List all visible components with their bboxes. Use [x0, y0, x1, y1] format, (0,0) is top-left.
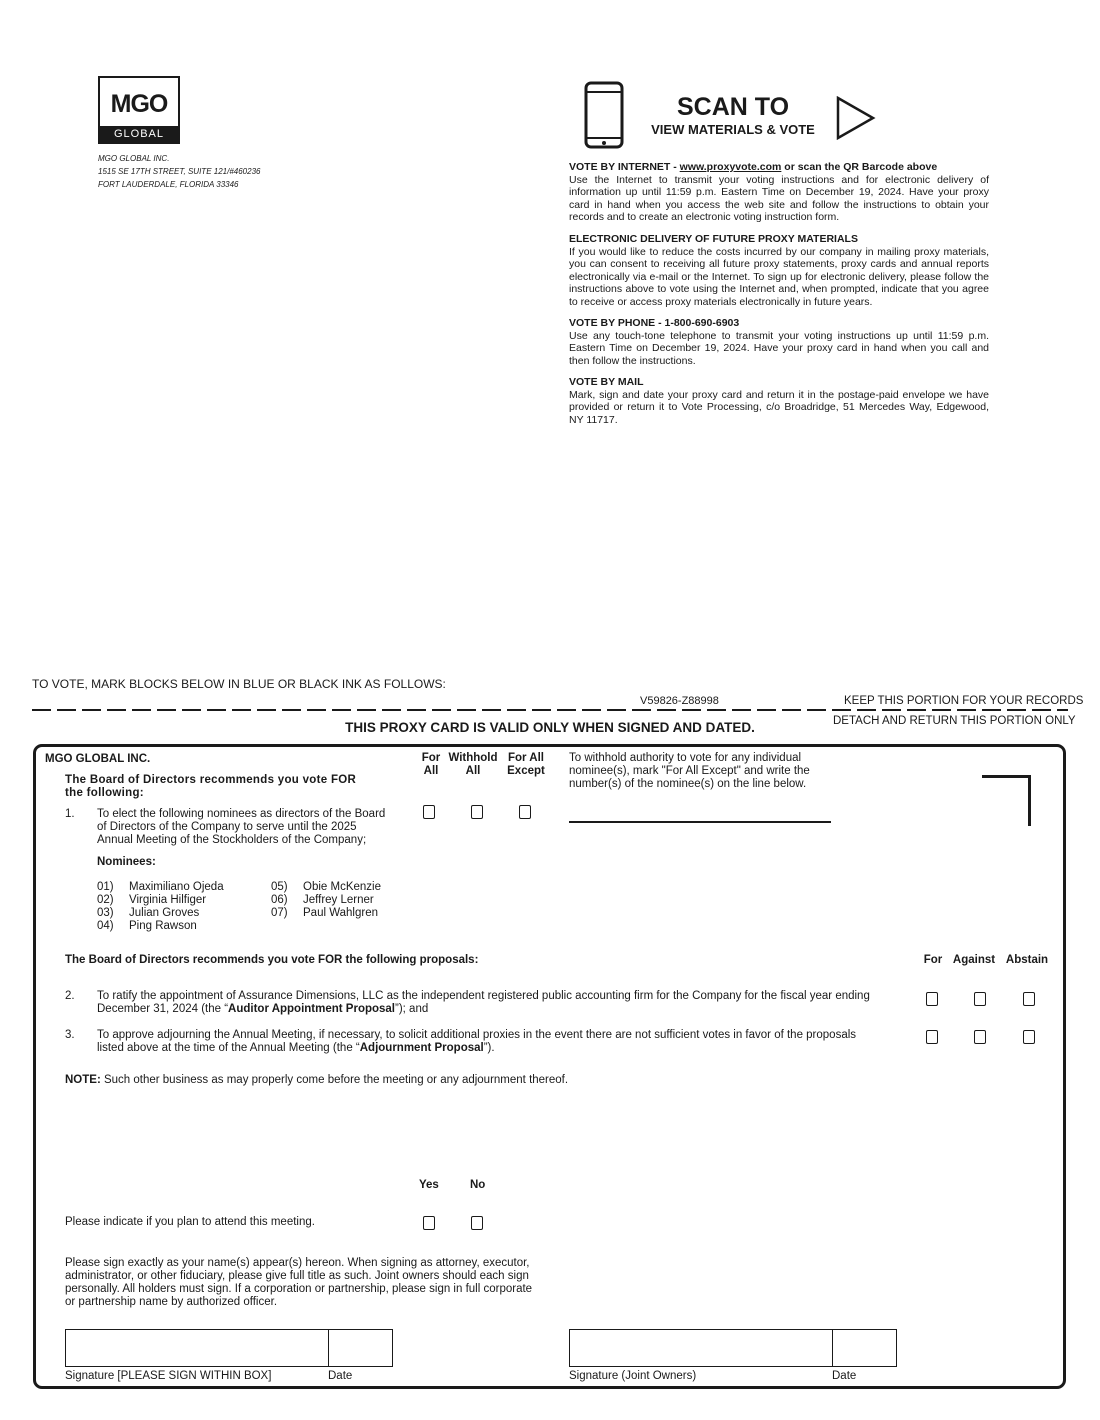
col-for-all-except: For All Except	[507, 752, 545, 777]
item1-text: To elect the following nominees as directors of the Board of Directors of the Company to serve until the 2025 Annual Meeting of the Stockholders of the Company;	[97, 808, 386, 846]
company-street: 1515 SE 17TH STREET, SUITE 121/#460236	[98, 167, 261, 176]
date-label: Date	[328, 1370, 353, 1382]
signature-label: Signature [PLEASE SIGN WITHIN BOX]	[65, 1370, 272, 1382]
company-logo	[98, 76, 180, 144]
list-item: 02) Virginia Hilfiger	[97, 894, 207, 906]
col-for: For	[923, 954, 943, 966]
proposals-header: The Board of Directors recommends you vote FOR the following proposals:	[65, 954, 479, 966]
signing-instructions: Please sign exactly as your name(s) appear(s) hereon. When signing as attorney, executor, administrator, or other fiduciary, please give full title as such. Joint owners should each sign personally. All holders must sign. If a corporation or partnership, please sign in full corporate or partnership name by authorized officer.	[65, 1257, 533, 1308]
attend-yes-checkbox[interactable]	[423, 1216, 435, 1230]
item1-number: 1.	[65, 808, 75, 820]
item2-text: To ratify the appointment of Assurance Dimensions, LLC as the independent registered public accounting firm for the Company for the fiscal year ending December 31, 2024 (the “Auditor Appointment Proposal”); and	[97, 990, 870, 1015]
item3-text: To approve adjourning the Annual Meeting, if necessary, to solicit additional proxies in the event there are not sufficient votes in favor of the proposals listed above at the time of the Annual Meeting (the “Adjournment Proposal”).	[97, 1029, 857, 1054]
note: NOTE: Such other business as may properly come before the meeting or any adjournment thereof.	[65, 1074, 569, 1086]
logo-subtext: GLOBAL	[100, 126, 178, 142]
joint-date-label: Date	[832, 1370, 857, 1382]
logo-text: MGO	[110, 90, 168, 118]
company-city: FORT LAUDERDALE, FLORIDA 33346	[98, 180, 239, 189]
attend-meeting-text: Please indicate if you plan to attend this meeting.	[65, 1216, 315, 1228]
nominee-list-right	[271, 881, 381, 920]
smartphone-icon	[584, 81, 624, 149]
col-yes: Yes	[419, 1179, 439, 1191]
vote-mail-section	[569, 376, 989, 426]
item2-for-checkbox[interactable]	[926, 992, 938, 1006]
vote-internet-section	[569, 161, 989, 224]
detach-dashed-line	[32, 709, 1068, 711]
nominee-exception-line[interactable]	[569, 821, 831, 823]
item2-against-checkbox[interactable]	[974, 992, 986, 1006]
vote-phone-body: Use any touch-tone telephone to transmit your voting instructions up until 11:59 p.m. Eastern Time on December 19, 2024. Have your proxy card in hand when you call and then follow the instructions.	[569, 329, 989, 367]
nominee-list-left	[97, 881, 224, 933]
col-abstain: Abstain	[1005, 954, 1049, 966]
proxyvote-link[interactable]: www.proxyvote.com	[679, 161, 782, 173]
vote-phone-section	[569, 317, 989, 367]
arrow-right-icon	[836, 96, 876, 140]
item2-abstain-checkbox[interactable]	[1023, 992, 1035, 1006]
board-recommendation: The Board of Directors recommends you vote FOR the following:	[65, 774, 357, 799]
joint-signature-label: Signature (Joint Owners)	[569, 1370, 697, 1382]
detach-portion-label: DETACH AND RETURN THIS PORTION ONLY	[833, 715, 1076, 727]
joint-signature-box[interactable]	[569, 1329, 833, 1367]
vote-internet-heading: VOTE BY INTERNET - www.proxyvote.com or scan the QR Barcode above	[569, 161, 938, 173]
item3-number: 3.	[65, 1029, 75, 1041]
list-item: 04) Ping Rawson	[97, 920, 197, 932]
company-address	[98, 152, 260, 191]
list-item: 07) Paul Wahlgren	[271, 907, 379, 919]
signature-box[interactable]	[65, 1329, 329, 1367]
vote-internet-body: Use the Internet to transmit your voting instructions and for electronic delivery of information up until 11:59 p.m. Eastern Time on December 19, 2024. Have your proxy card in hand when you access the web site and follow the instructions to obtain your records and to create an electronic voting instruction form.	[569, 173, 989, 223]
vote-mail-heading: VOTE BY MAIL	[569, 376, 644, 388]
item3-for-checkbox[interactable]	[926, 1030, 938, 1044]
col-no: No	[470, 1179, 486, 1191]
date-box[interactable]	[328, 1329, 393, 1367]
item1-for-all-except-checkbox[interactable]	[519, 805, 531, 819]
item2-number: 2.	[65, 990, 75, 1002]
list-item: 05) Obie McKenzie	[271, 881, 381, 893]
edelivery-heading: ELECTRONIC DELIVERY OF FUTURE PROXY MATERIALS	[569, 233, 858, 245]
scan-title: SCAN TO	[676, 93, 790, 121]
card-company-name: MGO GLOBAL INC.	[45, 753, 151, 765]
keep-portion-label: KEEP THIS PORTION FOR YOUR RECORDS	[844, 695, 1084, 707]
joint-date-box[interactable]	[832, 1329, 897, 1367]
corner-mark	[982, 775, 1031, 826]
item1-withhold-all-checkbox[interactable]	[471, 805, 483, 819]
nominees-label: Nominees:	[97, 856, 156, 868]
item1-for-all-checkbox[interactable]	[423, 805, 435, 819]
scan-subtitle: VIEW MATERIALS & VOTE	[651, 122, 815, 137]
list-item: 03) Julian Groves	[97, 907, 200, 919]
list-item: 01) Maximiliano Ojeda	[97, 881, 224, 893]
valid-notice: THIS PROXY CARD IS VALID ONLY WHEN SIGNED AND DATED.	[345, 720, 755, 735]
vote-mail-body: Mark, sign and date your proxy card and return it in the postage-paid envelope we have provided or return it to Vote Processing, c/o Broadridge, 51 Mercedes Way, Edgewood, NY 11717.	[569, 388, 989, 426]
col-for-all: For All	[421, 752, 441, 777]
col-withhold-all: Withhold All	[448, 752, 498, 777]
mark-instruction: TO VOTE, MARK BLOCKS BELOW IN BLUE OR BLACK INK AS FOLLOWS:	[32, 677, 446, 691]
list-item: 06) Jeffrey Lerner	[271, 894, 374, 906]
item3-abstain-checkbox[interactable]	[1023, 1030, 1035, 1044]
control-number: V59826-Z88998	[640, 695, 719, 707]
vote-phone-heading: VOTE BY PHONE - 1-800-690-6903	[569, 317, 740, 329]
edelivery-section	[569, 233, 989, 308]
attend-no-checkbox[interactable]	[471, 1216, 483, 1230]
company-name-small: MGO GLOBAL INC.	[98, 154, 170, 163]
withhold-instruction: To withhold authority to vote for any individual nominee(s), mark "For All Except" and write the number(s) of the nominee(s) on the line below.	[569, 752, 810, 790]
edelivery-body: If you would like to reduce the costs incurred by our company in mailing proxy materials, you can consent to receiving all future proxy statements, proxy cards and annual reports electronically via e-mail or the Internet. To sign up for electronic delivery, please follow the instructions above to vote using the Internet and, when prompted, indicate that you agree to receive or access proxy materials electronically in future years.	[569, 245, 989, 308]
col-against: Against	[952, 954, 996, 966]
item3-against-checkbox[interactable]	[974, 1030, 986, 1044]
